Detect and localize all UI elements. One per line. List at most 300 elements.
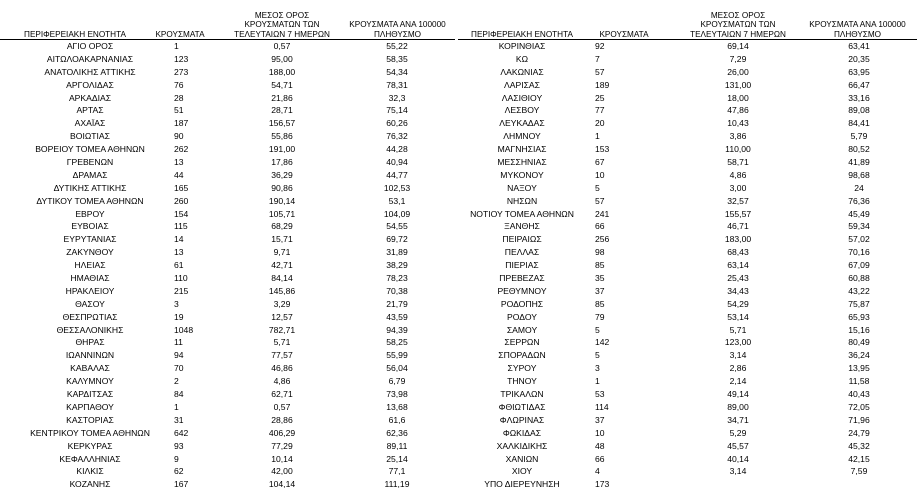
rate-cell: 38,29 xyxy=(386,260,408,271)
table-row xyxy=(458,104,917,117)
rate-cell: 20,35 xyxy=(848,53,870,64)
table-row xyxy=(458,401,917,414)
cases-cell: 90 xyxy=(174,131,184,142)
region-cell: ΠΕΛΛΑΣ xyxy=(504,247,540,258)
rate-cell: 71,96 xyxy=(848,414,870,425)
header-rate xyxy=(798,20,917,39)
table-row xyxy=(458,414,917,427)
cases-cell: 123 xyxy=(174,53,189,64)
rate-cell: 73,98 xyxy=(386,389,408,400)
avg-cell: 63,14 xyxy=(727,260,749,271)
region-cell: ΛΑΡΙΣΑΣ xyxy=(504,79,540,90)
cases-cell: 187 xyxy=(174,118,189,129)
region-cell: ΜΕΣΣΗΝΙΑΣ xyxy=(497,157,547,168)
header-region: ΠΕΡΙΦΕΡΕΙΑΚΗ ΕΝΟΤΗΤΑ xyxy=(24,29,126,39)
avg-cell: 84,14 xyxy=(271,273,293,284)
rate-cell: 32,3 xyxy=(388,92,406,103)
header-rate-line: ΠΛΗΘΥΣΜΟ xyxy=(833,29,882,39)
cases-cell: 85 xyxy=(595,298,605,309)
rate-cell: 55,22 xyxy=(386,41,408,51)
cases-cell: 77 xyxy=(595,105,605,116)
avg-cell: 40,14 xyxy=(727,453,749,464)
table-row xyxy=(458,324,917,337)
region-cell: ΖΑΚΥΝΘΟΥ xyxy=(66,247,114,258)
rate-cell: 54,34 xyxy=(386,66,408,77)
table-row xyxy=(0,272,455,285)
avg-cell: 21,86 xyxy=(271,92,293,103)
avg-cell: 95,00 xyxy=(271,53,293,64)
region-cell: ΑΙΤΩΛΟΑΚΑΡΝΑΝΙΑΣ xyxy=(46,53,134,64)
region-cell: ΚΕΝΤΡΙΚΟΥ ΤΟΜΕΑ ΑΘΗΝΩΝ xyxy=(30,427,150,438)
avg-cell: 4,86 xyxy=(729,169,747,180)
rate-cell: 15,16 xyxy=(848,324,870,335)
avg-cell: 90,86 xyxy=(271,182,293,193)
avg-cell: 42,00 xyxy=(271,466,293,477)
region-cell: ΑΓΙΟ ΟΡΟΣ xyxy=(66,41,114,51)
table-row xyxy=(0,298,455,311)
region-cell: ΛΑΣΙΘΙΟΥ xyxy=(501,92,543,103)
rate-cell: 70,16 xyxy=(848,247,870,258)
rate-cell: 40,43 xyxy=(848,389,870,400)
cases-cell: 142 xyxy=(595,337,610,348)
table-row xyxy=(458,478,917,491)
table-row xyxy=(0,66,455,79)
rate-cell: 45,49 xyxy=(848,208,870,219)
cases-cell: 53 xyxy=(595,389,605,400)
cases-cell: 165 xyxy=(174,182,189,193)
rate-cell: 63,41 xyxy=(848,41,870,51)
table-row xyxy=(0,233,455,246)
cases-cell: 57 xyxy=(595,66,605,77)
region-cell: ΚΕΡΚΥΡΑΣ xyxy=(67,440,113,451)
region-cell: ΚΑΣΤΟΡΙΑΣ xyxy=(66,414,114,425)
table-row xyxy=(0,53,455,66)
rate-cell: 69,72 xyxy=(386,234,408,245)
rate-cell: 75,14 xyxy=(386,105,408,116)
avg-cell: 28,71 xyxy=(271,105,293,116)
avg-cell: 77,57 xyxy=(271,350,293,361)
table-row xyxy=(458,362,917,375)
avg-cell: 3,14 xyxy=(729,466,747,477)
avg-cell: 110,00 xyxy=(725,144,751,155)
cases-cell: 61 xyxy=(174,260,184,271)
region-cell: ΧΑΛΚΙΔΙΚΗΣ xyxy=(496,440,548,451)
cases-cell: 173 xyxy=(595,479,610,490)
avg-cell: 42,71 xyxy=(271,260,293,271)
rate-cell: 13,68 xyxy=(386,401,408,412)
cases-cell: 94 xyxy=(174,350,184,361)
rate-cell: 36,24 xyxy=(848,350,870,361)
table-row xyxy=(458,143,917,156)
rate-cell: 43,59 xyxy=(386,311,408,322)
rate-cell: 43,22 xyxy=(848,285,870,296)
table-row xyxy=(458,388,917,401)
cases-cell: 85 xyxy=(595,260,605,271)
region-cell: ΚΙΛΚΙΣ xyxy=(76,466,104,477)
rate-cell: 33,16 xyxy=(848,92,870,103)
region-cell: ΡΟΔΟΠΗΣ xyxy=(500,298,544,309)
avg-cell: 156,57 xyxy=(268,118,296,129)
rate-cell: 21,79 xyxy=(386,298,408,309)
rate-cell: 98,68 xyxy=(848,169,870,180)
rate-cell: 89,11 xyxy=(386,440,408,451)
cases-cell: 260 xyxy=(174,195,189,206)
cases-cell: 66 xyxy=(595,453,605,464)
table-row xyxy=(458,79,917,92)
region-cell: ΚΑΛΥΜΝΟΥ xyxy=(66,376,114,387)
table-row xyxy=(458,208,917,221)
header-avg-line: ΤΕΛΕΥΤΑΙΩΝ 7 ΗΜΕΡΩΝ xyxy=(690,29,786,39)
table-row xyxy=(458,53,917,66)
cases-cell: 1048 xyxy=(174,324,194,335)
rate-cell: 6,79 xyxy=(388,376,406,387)
rate-cell: 56,04 xyxy=(386,363,408,374)
cases-cell: 153 xyxy=(595,144,610,155)
rate-cell: 77,1 xyxy=(388,466,406,477)
cases-cell: 79 xyxy=(595,311,605,322)
avg-cell: 68,29 xyxy=(271,221,293,232)
avg-cell: 3,00 xyxy=(729,182,747,193)
table-row xyxy=(0,259,455,272)
cases-cell: 44 xyxy=(174,169,184,180)
cases-cell: 19 xyxy=(174,311,184,322)
avg-cell: 25,43 xyxy=(727,273,749,284)
table-row xyxy=(0,362,455,375)
table-row xyxy=(0,440,455,453)
region-cell: ΔΥΤΙΚΟΥ ΤΟΜΕΑ ΑΘΗΝΩΝ xyxy=(36,195,144,206)
region-cell: ΗΡΑΚΛΕΙΟΥ xyxy=(65,285,115,296)
rate-cell: 102,53 xyxy=(383,182,411,193)
rate-cell: 41,89 xyxy=(848,157,870,168)
rate-cell: 5,79 xyxy=(850,131,868,142)
rate-cell: 111,19 xyxy=(384,479,410,490)
cases-cell: 98 xyxy=(595,247,605,258)
avg-cell: 17,86 xyxy=(271,157,293,168)
header-avg-line: ΤΕΛΕΥΤΑΙΩΝ 7 ΗΜΕΡΩΝ xyxy=(234,29,330,39)
rate-cell: 84,41 xyxy=(848,118,870,129)
region-cell: ΠΡΕΒΕΖΑΣ xyxy=(499,273,545,284)
cases-cell: 2 xyxy=(174,376,179,387)
cases-cell: 31 xyxy=(174,414,184,425)
avg-cell: 26,00 xyxy=(727,66,749,77)
avg-cell: 5,71 xyxy=(729,324,747,335)
avg-cell: 28,86 xyxy=(271,414,293,425)
table-row xyxy=(0,143,455,156)
table-row xyxy=(0,208,455,221)
cases-cell: 62 xyxy=(174,466,184,477)
table-row xyxy=(0,195,455,208)
left-table xyxy=(0,0,455,491)
avg-cell: 55,86 xyxy=(271,131,293,142)
region-cell: ΛΗΜΝΟΥ xyxy=(503,131,541,142)
region-cell: ΤΡΙΚΑΛΩΝ xyxy=(500,389,544,400)
region-cell: ΒΟΡΕΙΟΥ ΤΟΜΕΑ ΑΘΗΝΩΝ xyxy=(35,144,145,155)
region-cell: ΦΘΙΩΤΙΔΑΣ xyxy=(498,401,546,412)
region-cell: ΙΩΑΝΝΙΝΩΝ xyxy=(65,350,115,361)
table-row xyxy=(458,246,917,259)
avg-cell: 49,14 xyxy=(727,389,749,400)
table-row xyxy=(0,388,455,401)
table-row xyxy=(0,169,455,182)
avg-cell: 46,86 xyxy=(271,363,293,374)
header-rate-line: ΚΡΟΥΣΜΑΤΑ ΑΝΑ 100000 xyxy=(809,20,906,30)
cases-cell: 92 xyxy=(595,41,605,51)
table-row xyxy=(0,375,455,388)
rate-cell: 104,09 xyxy=(383,208,411,219)
cases-cell: 1 xyxy=(174,41,179,51)
rate-cell: 60,26 xyxy=(386,118,408,129)
cases-cell: 37 xyxy=(595,414,605,425)
avg-cell: 155,57 xyxy=(724,208,752,219)
region-cell: ΞΑΝΘΗΣ xyxy=(504,221,540,232)
table-row xyxy=(0,324,455,337)
region-cell: ΣΠΟΡΑΔΩΝ xyxy=(498,350,546,361)
avg-cell: 12,57 xyxy=(271,311,293,322)
region-cell: ΣΕΡΡΩΝ xyxy=(504,337,540,348)
region-cell: ΚΟΡΙΝΘΙΑΣ xyxy=(498,41,546,51)
avg-cell: 45,57 xyxy=(727,440,749,451)
cases-cell: 3 xyxy=(595,363,600,374)
header-avg xyxy=(678,11,798,39)
right-table xyxy=(458,0,917,491)
region-cell: ΚΕΦΑΛΛΗΝΙΑΣ xyxy=(59,453,121,464)
region-cell: ΣΥΡΟΥ xyxy=(507,363,537,374)
rate-cell: 57,02 xyxy=(848,234,870,245)
rate-cell: 59,34 xyxy=(848,221,870,232)
region-cell: ΚΩ xyxy=(515,53,529,64)
cases-cell: 11 xyxy=(174,337,183,348)
rate-cell: 62,36 xyxy=(386,427,408,438)
avg-cell: 4,86 xyxy=(273,376,291,387)
rate-cell: 76,32 xyxy=(386,131,408,142)
cases-cell: 110 xyxy=(174,273,188,284)
avg-cell: 36,29 xyxy=(271,169,293,180)
avg-cell: 782,71 xyxy=(268,324,296,335)
table-row xyxy=(458,427,917,440)
avg-cell: 34,43 xyxy=(727,285,749,296)
table-row xyxy=(458,259,917,272)
table-row xyxy=(458,453,917,466)
cases-cell: 262 xyxy=(174,144,189,155)
region-cell: ΦΩΚΙΔΑΣ xyxy=(502,427,542,438)
table-row xyxy=(458,40,917,53)
rate-cell: 58,35 xyxy=(386,53,408,64)
avg-cell: 54,71 xyxy=(271,79,293,90)
rate-cell: 54,55 xyxy=(386,221,408,232)
avg-cell: 32,57 xyxy=(727,195,749,206)
avg-cell: 183,00 xyxy=(724,234,752,245)
avg-cell: 131,00 xyxy=(724,79,752,90)
region-cell: ΧΙΟΥ xyxy=(511,466,533,477)
table-row xyxy=(0,285,455,298)
rate-cell: 13,95 xyxy=(848,363,870,374)
table-row xyxy=(458,169,917,182)
avg-cell: 104,14 xyxy=(268,479,296,490)
table-row xyxy=(0,156,455,169)
avg-cell: 105,71 xyxy=(268,208,296,219)
rate-cell: 75,87 xyxy=(848,298,870,309)
region-cell: ΜΥΚΟΝΟΥ xyxy=(500,169,544,180)
avg-cell: 3,14 xyxy=(729,350,747,361)
region-cell: ΘΕΣΠΡΩΤΙΑΣ xyxy=(62,311,118,322)
avg-cell: 5,29 xyxy=(729,427,747,438)
region-cell: ΣΑΜΟΥ xyxy=(506,324,538,335)
region-cell: ΤΗΝΟΥ xyxy=(507,376,537,387)
region-cell: ΕΒΡΟΥ xyxy=(75,208,105,219)
region-cell: ΓΡΕΒΕΝΩΝ xyxy=(66,157,114,168)
table-row xyxy=(458,375,917,388)
region-cell: ΘΕΣΣΑΛΟΝΙΚΗΣ xyxy=(56,324,124,335)
rate-cell: 44,77 xyxy=(386,169,408,180)
rate-cell: 78,31 xyxy=(386,79,408,90)
rate-cell: 11,58 xyxy=(848,376,870,387)
cases-cell: 5 xyxy=(595,350,600,361)
rate-cell: 42,15 xyxy=(848,453,870,464)
region-cell: ΚΑΒΑΛΑΣ xyxy=(70,363,110,374)
cases-cell: 66 xyxy=(595,221,605,232)
avg-cell: 58,71 xyxy=(727,157,749,168)
cases-cell: 114 xyxy=(595,401,609,412)
table-row xyxy=(458,92,917,105)
table-row xyxy=(0,453,455,466)
cases-cell: 13 xyxy=(174,157,184,168)
table-row xyxy=(458,66,917,79)
avg-cell: 89,00 xyxy=(727,401,749,412)
table-row xyxy=(0,220,455,233)
region-cell: ΗΛΕΙΑΣ xyxy=(74,260,106,271)
region-cell: ΕΥΡΥΤΑΝΙΑΣ xyxy=(63,234,117,245)
avg-cell: 2,14 xyxy=(729,376,747,387)
rate-cell: 44,28 xyxy=(386,144,408,155)
cases-cell: 5 xyxy=(595,324,600,335)
avg-cell: 3,29 xyxy=(273,298,291,309)
cases-cell: 37 xyxy=(595,285,605,296)
cases-cell: 10 xyxy=(595,169,605,180)
region-cell: ΑΡΓΟΛΙΔΑΣ xyxy=(66,79,114,90)
region-cell: ΘΗΡΑΣ xyxy=(75,337,105,348)
region-cell: ΒΟΙΩΤΙΑΣ xyxy=(70,131,110,142)
avg-cell: 77,29 xyxy=(271,440,293,451)
cases-cell: 25 xyxy=(595,92,605,103)
cases-cell: 20 xyxy=(595,118,605,129)
rate-cell: 67,09 xyxy=(848,260,870,271)
avg-cell: 69,14 xyxy=(727,41,749,51)
region-cell: ΑΝΑΤΟΛΙΚΗΣ ΑΤΤΙΚΗΣ xyxy=(44,66,136,77)
cases-cell: 115 xyxy=(174,221,188,232)
region-cell: ΝΗΣΩΝ xyxy=(506,195,538,206)
cases-cell: 70 xyxy=(174,363,184,374)
table-row xyxy=(458,465,917,478)
cases-cell: 84 xyxy=(174,389,184,400)
region-cell: ΘΑΣΟΥ xyxy=(75,298,105,309)
cases-cell: 1 xyxy=(174,401,179,412)
header-avg-line: ΜΕΣΟΣ ΟΡΟΣ xyxy=(254,10,310,20)
table-row xyxy=(0,130,455,143)
right-table-header xyxy=(458,0,917,40)
table-row xyxy=(0,79,455,92)
table-row xyxy=(0,478,455,491)
avg-cell: 5,71 xyxy=(273,337,291,348)
table-row xyxy=(458,311,917,324)
region-cell: ΜΑΓΝΗΣΙΑΣ xyxy=(497,144,547,155)
rate-cell: 55,99 xyxy=(386,350,408,361)
table-row xyxy=(0,349,455,362)
region-cell: ΛΕΥΚΑΔΑΣ xyxy=(499,118,545,129)
cases-cell: 256 xyxy=(595,234,610,245)
table-row xyxy=(458,130,917,143)
cases-cell: 67 xyxy=(595,157,605,168)
cases-cell: 9 xyxy=(174,453,179,464)
region-cell: ΕΥΒΟΙΑΣ xyxy=(71,221,109,232)
region-cell: ΠΙΕΡΙΑΣ xyxy=(505,260,539,271)
rate-cell: 40,94 xyxy=(386,157,408,168)
region-cell: ΥΠΟ ΔΙΕΡΕΥΝΗΣΗ xyxy=(484,479,560,490)
cases-cell: 3 xyxy=(174,298,179,309)
region-cell: ΚΑΡΠΑΘΟΥ xyxy=(66,401,114,412)
avg-cell: 54,29 xyxy=(727,298,749,309)
rate-cell: 94,39 xyxy=(386,324,408,335)
rate-cell: 24,79 xyxy=(848,427,870,438)
cases-cell: 1 xyxy=(595,376,600,387)
table-row xyxy=(0,401,455,414)
left-table-header xyxy=(0,0,455,40)
avg-cell: 62,71 xyxy=(271,389,293,400)
region-cell: ΑΧΑΪΑΣ xyxy=(74,118,106,129)
avg-cell: 46,71 xyxy=(727,221,749,232)
cases-cell: 189 xyxy=(595,79,610,90)
region-cell: ΔΥΤΙΚΗΣ ΑΤΤΙΚΗΣ xyxy=(53,182,127,193)
header-rate-line: ΠΛΗΘΥΣΜΟ xyxy=(373,29,422,39)
avg-cell: 9,71 xyxy=(273,247,291,258)
cases-cell: 93 xyxy=(174,440,184,451)
avg-cell: 190,14 xyxy=(268,195,296,206)
table-row xyxy=(458,285,917,298)
rate-cell: 53,1 xyxy=(388,195,406,206)
left-rows xyxy=(0,40,455,491)
cases-cell: 57 xyxy=(595,195,605,206)
rate-cell: 7,59 xyxy=(850,466,868,477)
rate-cell: 66,47 xyxy=(848,79,870,90)
cases-cell: 167 xyxy=(174,479,189,490)
table-row xyxy=(458,233,917,246)
rate-cell: 25,14 xyxy=(386,453,408,464)
table-row xyxy=(0,336,455,349)
avg-cell: 3,86 xyxy=(729,131,747,142)
region-cell: ΛΕΣΒΟΥ xyxy=(504,105,540,116)
rate-cell: 80,49 xyxy=(848,337,870,348)
table-row xyxy=(458,349,917,362)
cases-cell: 241 xyxy=(595,208,610,219)
header-region: ΠΕΡΙΦΕΡΕΙΑΚΗ ΕΝΟΤΗΤΑ xyxy=(471,29,573,39)
rate-cell: 24 xyxy=(854,182,864,193)
cases-cell: 14 xyxy=(174,234,184,245)
table-row xyxy=(0,427,455,440)
table-row xyxy=(0,414,455,427)
avg-cell: 7,29 xyxy=(729,53,747,64)
cases-cell: 13 xyxy=(174,247,184,258)
table-row xyxy=(0,117,455,130)
cases-cell: 4 xyxy=(595,466,600,477)
region-cell: ΛΑΚΩΝΙΑΣ xyxy=(500,66,544,77)
right-rows xyxy=(458,40,917,491)
cases-cell: 48 xyxy=(595,440,605,451)
table-row xyxy=(458,272,917,285)
table-row xyxy=(458,336,917,349)
region-cell: ΗΜΑΘΙΑΣ xyxy=(70,273,110,284)
avg-cell: 10,14 xyxy=(271,453,293,464)
cases-cell: 51 xyxy=(174,105,184,116)
region-cell: ΑΡΤΑΣ xyxy=(76,105,104,116)
